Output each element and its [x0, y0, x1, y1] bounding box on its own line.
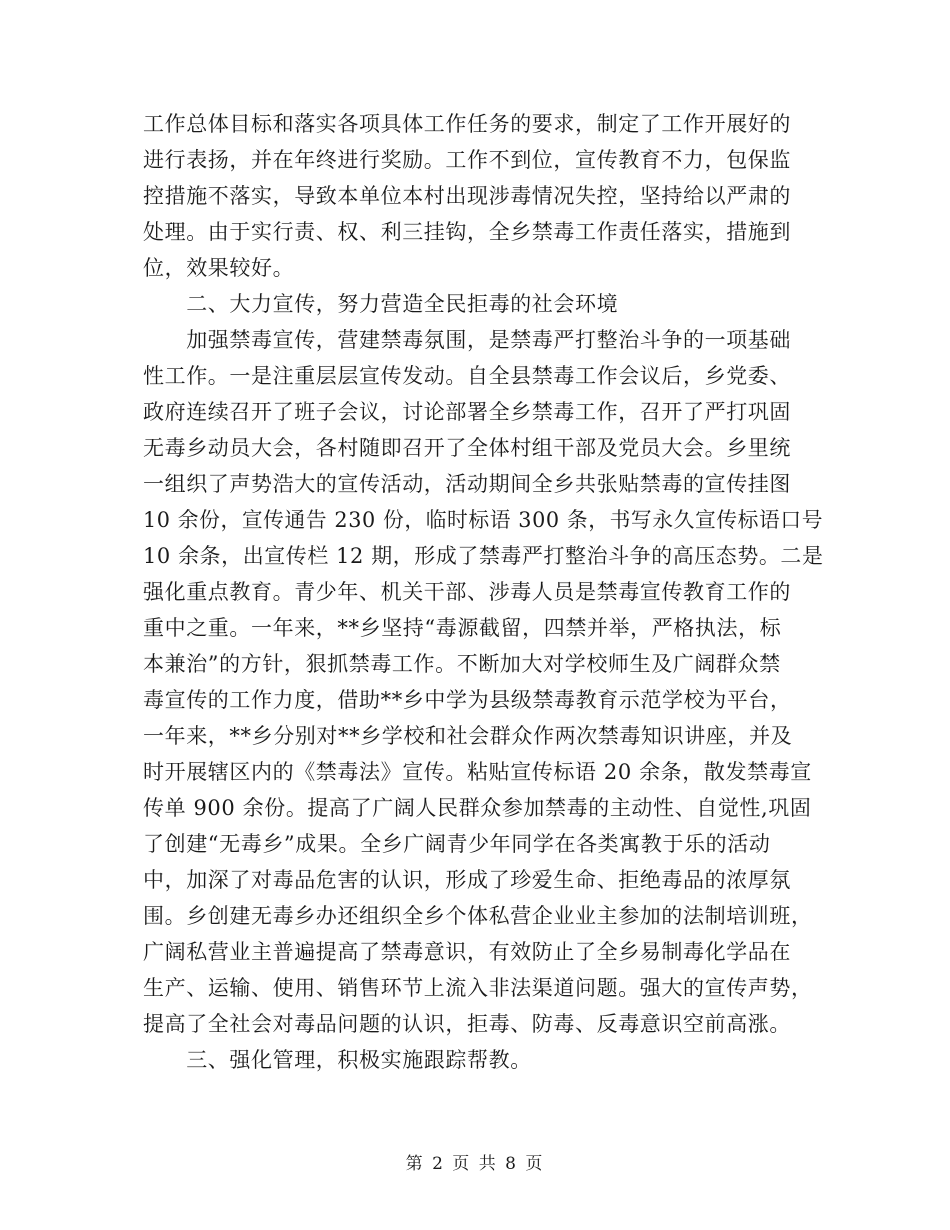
text-line: 强化重点教育。青少年、机关干部、涉毒人员是禁毒宣传教育工作的: [143, 580, 791, 604]
text-line: 毒宣传的工作力度，借助**乡中学为县级禁毒教育示范学校为平台，: [143, 688, 792, 712]
text-line: 重中之重。一年来，**乡坚持“毒源截留，四禁并举，严格执法，标: [143, 616, 782, 640]
text-line: 本兼治”的方针，狠抓禁毒工作。不断加大对学校师生及广阔群众禁: [143, 652, 781, 676]
text-line: 性工作。一是注重层层宣传发动。自全县禁毒工作会议后，乡党委、: [143, 364, 791, 388]
text-line: 中，加深了对毒品危害的认识，形成了珍爱生命、拒绝毒品的浓厚氛: [143, 868, 791, 892]
text-line: 广阔私营业主普遍提高了禁毒意识，有效防止了全乡易制毒化学品在: [143, 940, 791, 964]
text-line: 工作总体目标和落实各项具体工作任务的要求，制定了工作开展好的: [143, 112, 791, 136]
text-line: 了创建“无毒乡”成果。全乡广阔青少年同学在各类寓教于乐的活动: [143, 832, 771, 856]
text-line: 加强禁毒宣传，营建禁毒氛围，是禁毒严打整治斗争的一项基础: [143, 328, 791, 352]
section-heading: 二、大力宣传，努力营造全民拒毒的社会环境: [143, 292, 619, 316]
text-line: 传单 900 余份。提高了广阔人民群众参加禁毒的主动性、自觉性,巩固: [143, 796, 812, 820]
text-line: 无毒乡动员大会，各村随即召开了全体村组干部及党员大会。乡里统: [143, 436, 791, 460]
text-line: 10 余份，宣传通告 230 份，临时标语 300 条，书写永久宣传标语口号: [143, 508, 824, 532]
text-line: 一组织了声势浩大的宣传活动，活动期间全乡共张贴禁毒的宣传挂图: [143, 472, 791, 496]
text-line: 控措施不落实，导致本单位本村出现涉毒情况失控，坚持给以严肃的: [143, 184, 791, 208]
text-line: 生产、运输、使用、销售环节上流入非法渠道问题。强大的宣传声势，: [143, 976, 813, 1000]
text-line: 进行表扬，并在年终进行奖励。工作不到位，宣传教育不力，包保监: [143, 148, 791, 172]
text-line: 提高了全社会对毒品问题的认识，拒毒、防毒、反毒意识空前高涨。: [143, 1012, 791, 1036]
text-line: 处理。由于实行责、权、利三挂钩，全乡禁毒工作责任落实，措施到: [143, 220, 791, 244]
text-line: 位，效果较好。: [143, 256, 295, 280]
text-line: 10 余条，出宣传栏 12 期，形成了禁毒严打整治斗争的高压态势。二是: [143, 544, 824, 568]
text-line: 围。乡创建无毒乡办还组织全乡个体私营企业业主参加的法制培训班，: [143, 904, 813, 928]
page-number: 第 2 页 共 8 页: [405, 1154, 545, 1174]
text-line: 政府连续召开了班子会议，讨论部署全乡禁毒工作，召开了严打巩固: [143, 400, 791, 424]
section-heading: 三、强化管理，积极实施跟踪帮教。: [143, 1048, 532, 1072]
text-line: 时开展辖区内的《禁毒法》宣传。粘贴宣传标语 20 余条，散发禁毒宣: [143, 760, 812, 784]
text-line: 一年来，**乡分别对**乡学校和社会群众作两次禁毒知识讲座，并及: [143, 724, 793, 748]
